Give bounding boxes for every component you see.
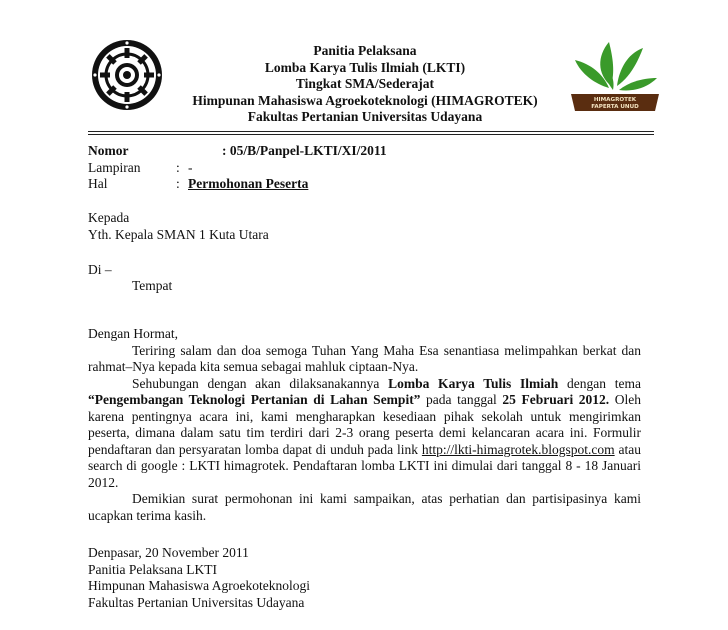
himagrotek-logo-text-2: FAPERTA UNUD: [591, 104, 639, 110]
signature-place-date: Denpasar, 20 November 2011: [88, 545, 249, 560]
p2-text-a: Sehubungan dengan akan dilaksanakannya: [132, 375, 389, 391]
himagrotek-logo: [567, 30, 663, 112]
letterhead-line-5: Fakultas Pertanian Universitas Udayana: [247, 109, 483, 124]
p2-text-c: pada tanggal: [420, 392, 503, 407]
letter-body: [88, 326, 641, 524]
p2-text-e: atau search di google : LKTI himagrotek. Pendaftaran lomba LKTI ini dimulai dari tanggal 8 - 18 Januari 2012.: [88, 441, 641, 490]
letterhead: [175, 43, 555, 126]
meta-nomor-label: Nomor: [88, 143, 129, 158]
address-di: Di –: [88, 262, 112, 277]
meta-lampiran-sep: :: [176, 159, 180, 175]
address-recipient: Yth. Kepala SMAN 1 Kuta Utara: [88, 227, 269, 242]
signature-line-1: Panitia Pelaksana LKTI: [88, 561, 217, 577]
letterhead-rule-thick: [88, 131, 654, 132]
p2-text-d: Oleh karena pentingnya acara ini, kami mengharapkan kesediaan pihak sekolah untuk mengirimkan peserta, dimana dalam satu tim terdiri dari 2-3 orang peserta demi kelancaran acara ini. Formulir pendaftaran dan persyaratan lomba dapat di unduh pada link: [88, 392, 641, 457]
letterhead-line-1: Panitia Pelaksana: [313, 43, 417, 58]
registration-link[interactable]: http://lkti-himagrotek.blogspot.com: [421, 441, 615, 457]
address-kepada: Kepada: [88, 210, 130, 225]
meta-hal-label: Hal: [88, 176, 108, 191]
himagrotek-logo-text-1: HIMAGROTEK: [593, 97, 637, 103]
meta-nomor-value: : 05/B/Panpel-LKTI/XI/2011: [222, 143, 387, 158]
meta-hal-sep: :: [176, 176, 180, 191]
letterhead-rule-thin: [88, 134, 654, 135]
udayana-emblem-logo: [90, 38, 164, 112]
signature-line-3: Fakultas Pertanian Universitas Udayana: [88, 594, 305, 610]
p2-text-b: dengan tema: [558, 375, 641, 391]
salutation: Dengan Hormat,: [88, 326, 178, 341]
p2-event-name: Lomba Karya Tulis Ilmiah: [388, 375, 559, 391]
letterhead-line-2: Lomba Karya Tulis Ilmiah (LKTI): [264, 59, 466, 75]
letterhead-line-3: Tingkat SMA/Sederajat: [295, 76, 435, 91]
address-tempat: Tempat: [132, 278, 173, 293]
paragraph-3: Demikian surat permohonan ini kami sampaikan, atas perhatian dan partisipasinya kami ucapkan terima kasih.: [88, 491, 641, 523]
paragraph-2: [88, 376, 641, 492]
p2-theme: “Pengembangan Teknologi Pertanian di Lahan Sempit”: [88, 392, 421, 407]
meta-lampiran-value: -: [188, 159, 193, 175]
letterhead-line-4: Himpunan Mahasiswa Agroekoteknologi (HIMAGROTEK): [192, 92, 538, 108]
p2-date: 25 Februari 2012.: [502, 392, 610, 407]
signature-block: [88, 545, 310, 611]
paragraph-1: Teriring salam dan doa semoga Tuhan Yang Maha Esa senantiasa melimpahkan berkat dan rahmat–Nya kepada kita semua sebagai mahluk ciptaan-Nya.: [88, 342, 641, 374]
meta-lampiran-label: Lampiran: [88, 159, 141, 175]
signature-line-2: Himpunan Mahasiswa Agroekoteknologi: [88, 578, 310, 593]
meta-hal-value: Permohonan Peserta: [188, 176, 309, 191]
